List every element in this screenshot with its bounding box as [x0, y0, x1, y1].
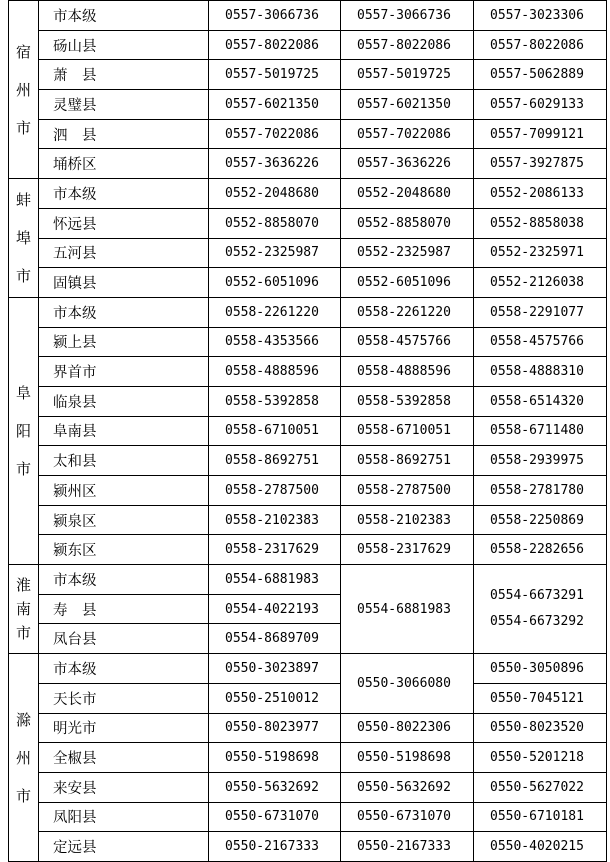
- phone-cell: 0557-7099121: [474, 119, 607, 149]
- county-name: 怀远县: [39, 208, 209, 238]
- phone-cell: 0550-5632692: [209, 772, 341, 802]
- county-name: 颍泉区: [39, 505, 209, 535]
- phone-cell: 0558-2102383: [209, 505, 341, 535]
- county-name: 颍东区: [39, 535, 209, 565]
- table-row: [9, 832, 607, 862]
- phone-cell: 0552-8858038: [474, 208, 607, 238]
- phone-cell-merged: 0554-6881983: [341, 565, 474, 654]
- phone-cell: 0558-8692751: [209, 446, 341, 476]
- phone-cell: 0550-2167333: [209, 832, 341, 862]
- phone-cell: 0558-2282656: [474, 535, 607, 565]
- phone-cell: 0558-2261220: [209, 297, 341, 327]
- table-row: [9, 149, 607, 179]
- phone-cell: 0557-3066736: [341, 1, 474, 31]
- phone-cell: 0557-5019725: [341, 60, 474, 90]
- phone-cell: 0550-3023897: [209, 654, 341, 684]
- phone-cell: 0550-3050896: [474, 654, 607, 684]
- table-row: [9, 743, 607, 773]
- table-row: [9, 505, 607, 535]
- county-name: 全椒县: [39, 743, 209, 773]
- table-row: [9, 268, 607, 298]
- phone-cell: 0552-2325971: [474, 238, 607, 268]
- phone-cell: 0557-7022086: [341, 119, 474, 149]
- phone-cell: 0558-2787500: [209, 476, 341, 506]
- phone-cell: 0552-8858070: [341, 208, 474, 238]
- phone-cell: 0550-4020215: [474, 832, 607, 862]
- phone-cell: 0558-6711480: [474, 416, 607, 446]
- phone-cell: 0557-6021350: [209, 90, 341, 120]
- table-row: [9, 802, 607, 832]
- county-name: 市本级: [39, 565, 209, 595]
- table-row: [9, 565, 607, 595]
- phone-cell: 0550-5627022: [474, 772, 607, 802]
- phone-cell: 0558-2787500: [341, 476, 474, 506]
- county-name: 埇桥区: [39, 149, 209, 179]
- table-row: [9, 90, 607, 120]
- phone-cell: 0557-5019725: [209, 60, 341, 90]
- phone-cell: 0550-2167333: [341, 832, 474, 862]
- phone-cell: 0550-2510012: [209, 683, 341, 713]
- county-name: 市本级: [39, 1, 209, 31]
- phone-line: 0554-6673291: [490, 588, 584, 604]
- county-name: 来安县: [39, 772, 209, 802]
- phone-cell: 0550-8023520: [474, 713, 607, 743]
- phone-cell: 0552-6051096: [209, 268, 341, 298]
- phone-cell: 0550-5632692: [341, 772, 474, 802]
- county-name: 萧 县: [39, 60, 209, 90]
- phone-cell: 0554-4022193: [209, 594, 341, 624]
- phone-cell: 0558-2250869: [474, 505, 607, 535]
- phone-cell: 0552-2086133: [474, 179, 607, 209]
- phone-cell: 0557-7022086: [209, 119, 341, 149]
- phone-cell: 0558-8692751: [341, 446, 474, 476]
- county-name: 阜南县: [39, 416, 209, 446]
- table-row: [9, 386, 607, 416]
- phone-cell: 0557-3023306: [474, 1, 607, 31]
- phone-cell: 0552-8858070: [209, 208, 341, 238]
- table-row: [9, 772, 607, 802]
- table-row: [9, 30, 607, 60]
- phone-cell: 0557-3927875: [474, 149, 607, 179]
- phone-cell: 0550-7045121: [474, 683, 607, 713]
- phone-cell: 0558-4575766: [341, 327, 474, 357]
- table-row: [9, 446, 607, 476]
- contact-table: [8, 0, 607, 862]
- county-name: 明光市: [39, 713, 209, 743]
- phone-cell: 0558-2261220: [341, 297, 474, 327]
- table-row: [9, 476, 607, 506]
- phone-cell: 0558-4575766: [474, 327, 607, 357]
- table-row: [9, 654, 607, 684]
- county-name: 凤阳县: [39, 802, 209, 832]
- county-name: 颍上县: [39, 327, 209, 357]
- phone-cell: 0558-2781780: [474, 476, 607, 506]
- city-name: 阜阳市: [9, 297, 39, 564]
- table-row: [9, 119, 607, 149]
- phone-cell: 0558-2291077: [474, 297, 607, 327]
- phone-line: 0554-6673292: [490, 614, 584, 630]
- table-row: [9, 327, 607, 357]
- phone-cell: 0550-5201218: [474, 743, 607, 773]
- table-row: [9, 60, 607, 90]
- phone-cell: 0558-2317629: [341, 535, 474, 565]
- phone-cell: 0557-8022086: [341, 30, 474, 60]
- county-name: 市本级: [39, 179, 209, 209]
- phone-cell: 0557-3066736: [209, 1, 341, 31]
- phone-cell: 0558-4888596: [209, 357, 341, 387]
- county-name: 砀山县: [39, 30, 209, 60]
- phone-cell: 0550-8022306: [341, 713, 474, 743]
- county-name: 五河县: [39, 238, 209, 268]
- table-row: [9, 208, 607, 238]
- phone-cell: 0558-6514320: [474, 386, 607, 416]
- phone-cell: 0558-4888310: [474, 357, 607, 387]
- county-name: 太和县: [39, 446, 209, 476]
- phone-cell: 0552-2325987: [341, 238, 474, 268]
- phone-cell: 0550-6731070: [341, 802, 474, 832]
- county-name: 临泉县: [39, 386, 209, 416]
- county-name: 颍州区: [39, 476, 209, 506]
- county-name: 固镇县: [39, 268, 209, 298]
- phone-cell: 0550-6710181: [474, 802, 607, 832]
- city-name: 滁州市: [9, 654, 39, 862]
- county-name: 定远县: [39, 832, 209, 862]
- phone-cell: 0552-2126038: [474, 268, 607, 298]
- table-row: [9, 238, 607, 268]
- phone-cell: 0554-6881983: [209, 565, 341, 595]
- phone-cell: 0557-6021350: [341, 90, 474, 120]
- phone-cell-merged: 0550-3066080: [341, 654, 474, 713]
- table-row: [9, 683, 607, 713]
- city-name: 淮南市: [9, 565, 39, 654]
- phone-cell: 0558-2102383: [341, 505, 474, 535]
- county-name: 灵璧县: [39, 90, 209, 120]
- phone-cell: 0550-8023977: [209, 713, 341, 743]
- phone-cell: 0558-4888596: [341, 357, 474, 387]
- phone-cell: 0550-5198698: [209, 743, 341, 773]
- table-row: [9, 713, 607, 743]
- phone-cell: 0558-6710051: [209, 416, 341, 446]
- county-name: 寿 县: [39, 594, 209, 624]
- phone-cell: 0557-3636226: [209, 149, 341, 179]
- city-name: 蚌埠市: [9, 179, 39, 298]
- phone-cell: 0558-5392858: [209, 386, 341, 416]
- phone-cell: 0557-6029133: [474, 90, 607, 120]
- county-name: 市本级: [39, 654, 209, 684]
- phone-cell: 0557-8022086: [209, 30, 341, 60]
- phone-cell: 0558-2939975: [474, 446, 607, 476]
- phone-cell: 0558-6710051: [341, 416, 474, 446]
- phone-cell: 0557-8022086: [474, 30, 607, 60]
- phone-cell: 0552-6051096: [341, 268, 474, 298]
- table-row: [9, 179, 607, 209]
- county-name: 天长市: [39, 683, 209, 713]
- table-row: [9, 1, 607, 31]
- phone-cell: 0552-2048680: [209, 179, 341, 209]
- table-row: [9, 416, 607, 446]
- phone-cell: 0552-2325987: [209, 238, 341, 268]
- phone-cell: 0550-5198698: [341, 743, 474, 773]
- county-name: 界首市: [39, 357, 209, 387]
- county-name: 泗 县: [39, 119, 209, 149]
- phone-cell: 0554-8689709: [209, 624, 341, 654]
- phone-cell: 0558-2317629: [209, 535, 341, 565]
- table-row: [9, 357, 607, 387]
- phone-cell: 0558-4353566: [209, 327, 341, 357]
- phone-cell-merged: [474, 565, 607, 654]
- phone-cell: 0558-5392858: [341, 386, 474, 416]
- table-row: [9, 297, 607, 327]
- phone-cell: 0550-6731070: [209, 802, 341, 832]
- phone-cell: 0552-2048680: [341, 179, 474, 209]
- county-name: 市本级: [39, 297, 209, 327]
- phone-cell: 0557-5062889: [474, 60, 607, 90]
- table-row: [9, 535, 607, 565]
- phone-cell: 0557-3636226: [341, 149, 474, 179]
- city-name: 宿州市: [9, 1, 39, 179]
- county-name: 凤台县: [39, 624, 209, 654]
